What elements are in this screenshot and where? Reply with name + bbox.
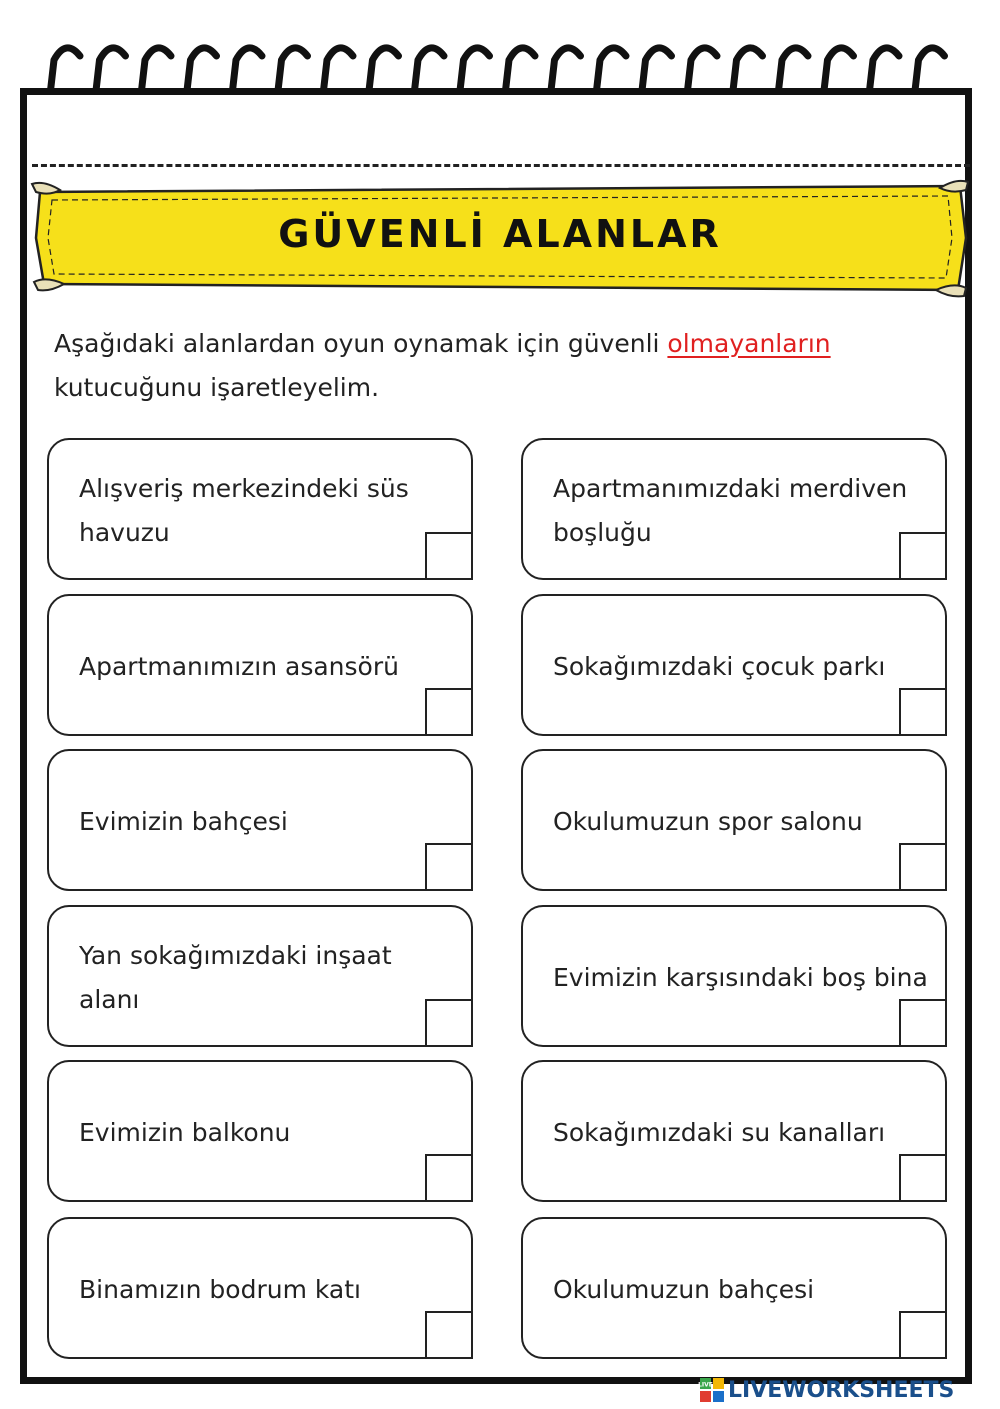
watermark-text: LIVEWORKSHEETS	[728, 1377, 955, 1403]
option-checkbox[interactable]	[899, 1154, 947, 1202]
option-checkbox[interactable]	[899, 843, 947, 891]
option-card	[521, 1060, 947, 1202]
page-title: GÜVENLİ ALANLAR	[278, 212, 722, 256]
option-checkbox[interactable]	[425, 1311, 473, 1359]
tear-line-divider	[32, 164, 970, 167]
liveworksheets-logo-icon	[700, 1378, 724, 1402]
option-label: Yan sokağımızdaki inşaat alanı	[79, 941, 392, 1014]
option-label: Okulumuzun bahçesi	[553, 1275, 815, 1304]
option-card	[521, 749, 947, 891]
option-label: Alışveriş merkezindeki süs havuzu	[79, 474, 409, 547]
option-checkbox[interactable]	[899, 999, 947, 1047]
option-checkbox[interactable]	[425, 999, 473, 1047]
option-checkbox[interactable]	[899, 1311, 947, 1359]
instructions-part-1: Aşağıdaki alanlardan oyun oynamak için güvenli	[54, 329, 668, 358]
instructions-text	[54, 322, 954, 410]
option-card	[47, 749, 473, 891]
option-card	[521, 905, 947, 1047]
svg-text:LIVE: LIVE	[698, 1381, 713, 1389]
option-checkbox[interactable]	[425, 688, 473, 736]
option-label: Evimizin karşısındaki boş bina	[553, 963, 928, 992]
option-label: Apartmanımızdaki merdiven boşluğu	[553, 474, 908, 547]
option-card	[47, 594, 473, 736]
option-label: Binamızın bodrum katı	[79, 1275, 361, 1304]
option-card	[47, 1060, 473, 1202]
instructions-part-2: kutucuğunu işaretleyelim.	[54, 373, 380, 402]
banner-pin-left-top	[32, 183, 60, 194]
banner-pin-right-top	[940, 181, 968, 192]
option-checkbox[interactable]	[899, 688, 947, 736]
option-checkbox[interactable]	[425, 843, 473, 891]
option-label: Okulumuzun spor salonu	[553, 807, 863, 836]
option-card	[521, 1217, 947, 1359]
option-label: Sokağımızdaki su kanalları	[553, 1118, 886, 1147]
option-label: Evimizin bahçesi	[79, 807, 288, 836]
option-card	[47, 438, 473, 580]
option-label: Evimizin balkonu	[79, 1118, 291, 1147]
option-card	[47, 905, 473, 1047]
instructions-highlight: olmayanların	[667, 329, 831, 358]
option-checkbox[interactable]	[425, 1154, 473, 1202]
liveworksheets-watermark	[700, 1376, 996, 1404]
option-card	[521, 594, 947, 736]
option-label: Apartmanımızın asansörü	[79, 652, 399, 681]
option-card	[521, 438, 947, 580]
option-card	[47, 1217, 473, 1359]
option-checkbox[interactable]	[425, 532, 473, 580]
option-label: Sokağımızdaki çocuk parkı	[553, 652, 886, 681]
option-checkbox[interactable]	[899, 532, 947, 580]
